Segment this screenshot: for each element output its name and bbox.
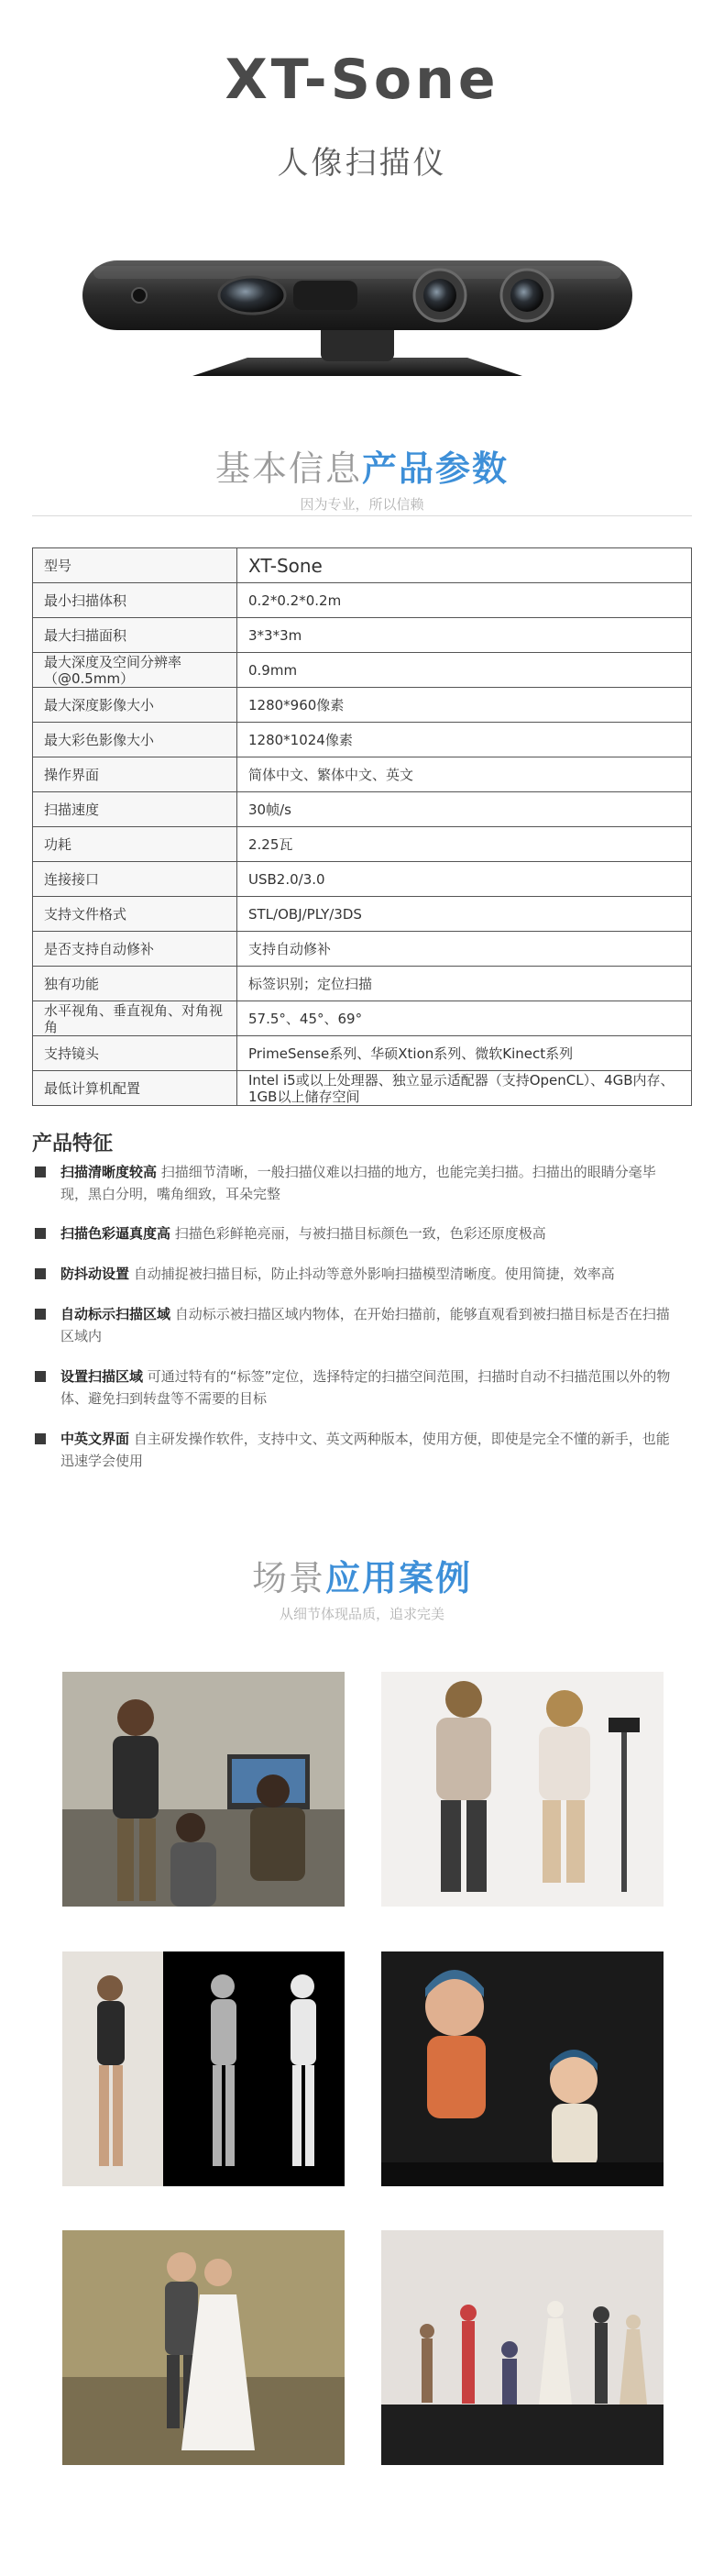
- feature-desc: 扫描色彩鲜艳亮丽，与被扫描目标颜色一致，色彩还原度极高: [174, 1225, 546, 1242]
- param-row: [33, 653, 692, 688]
- heading-accent-text: 应用案例: [325, 1558, 473, 1598]
- feature-name: 自动标示扫描区域: [60, 1306, 171, 1322]
- param-value: PrimeSense系列、华硕Xtion系列、微软Kinect系列: [237, 1036, 692, 1071]
- param-key: 最大深度影像大小: [33, 688, 237, 723]
- product-subtitle: 人像扫描仪: [277, 145, 447, 182]
- param-value: 标签识别；定位扫描: [237, 967, 692, 1001]
- param-value: 1280*960像素: [237, 688, 692, 723]
- param-row: [33, 723, 692, 757]
- feature-item: [35, 1222, 676, 1244]
- feature-desc: 可通过特有的“标签”定位，选择特定的扫描空间范围，扫描时自动不扫描范围以外的物体、避免扫到转盘等不需要的目标: [60, 1368, 671, 1407]
- param-row: [33, 1036, 692, 1071]
- bullet-square-icon: [35, 1433, 46, 1444]
- feature-desc: 扫描细节清晰，一般扫描仪难以扫描的地方，也能完美扫描。扫描出的眼睛分毫毕现，黑白分明，嘴角细致，耳朵完整: [60, 1164, 656, 1202]
- param-key: 独有功能: [33, 967, 237, 1001]
- feature-item: [35, 1303, 676, 1347]
- param-value: Intel i5或以上处理器、独立显示适配器（支持OpenCL）、4GB内存、1GB以上储存空间: [237, 1071, 692, 1106]
- param-key: 扫描速度: [33, 792, 237, 827]
- body-scan-model-photo: [62, 1951, 345, 2186]
- param-key: 水平视角、垂直视角、对角视角: [33, 1001, 237, 1036]
- param-value: 57.5°、45°、69°: [237, 1001, 692, 1036]
- param-row: [33, 967, 692, 1001]
- figurine-collection-photo: [381, 2230, 664, 2465]
- wedding-figurine-photo: [62, 2230, 345, 2465]
- param-row: [33, 792, 692, 827]
- heading-tagline: 从细节体现品质，追求完美: [279, 1606, 444, 1622]
- feature-item: [35, 1263, 676, 1285]
- basic-info-heading: [0, 440, 724, 514]
- param-value: 0.2*0.2*0.2m: [237, 583, 692, 618]
- scanning-session-photo: [62, 1672, 345, 1907]
- param-key: 连接接口: [33, 862, 237, 897]
- feature-name: 中英文界面: [60, 1431, 130, 1447]
- param-key: 支持文件格式: [33, 897, 237, 932]
- feature-desc: 自主研发操作软件，支持中文、英文两种版本，使用方便，即使是完全不懂的新手，也能迅速学会使用: [60, 1431, 670, 1469]
- param-key: 最大深度及空间分辨率（@0.5mm）: [33, 653, 237, 688]
- bullet-square-icon: [35, 1228, 46, 1239]
- bullet-square-icon: [35, 1371, 46, 1382]
- param-key: 是否支持自动修补: [33, 932, 237, 967]
- feature-item: [35, 1365, 676, 1410]
- param-row: [33, 618, 692, 653]
- param-value: 简体中文、繁体中文、英文: [237, 757, 692, 792]
- feature-desc: 自动标示被扫描区域内物体，在开始扫描前，能够直观看到被扫描目标是否在扫描区域内: [60, 1306, 670, 1344]
- bullet-square-icon: [35, 1309, 46, 1320]
- params-table: [32, 547, 692, 1106]
- feature-name: 设置扫描区域: [60, 1368, 144, 1385]
- feature-name: 防抖动设置: [60, 1266, 130, 1282]
- param-row: [33, 897, 692, 932]
- cases-heading: [0, 1550, 724, 1623]
- heading-accent-text: 产品参数: [362, 448, 510, 489]
- param-key: 功耗: [33, 827, 237, 862]
- feature-name: 扫描色彩逼真度高: [60, 1225, 171, 1242]
- param-key: 操作界面: [33, 757, 237, 792]
- divider: [32, 515, 692, 516]
- param-value: USB2.0/3.0: [237, 862, 692, 897]
- product-title: XT-Sone: [225, 48, 499, 112]
- feature-item: [35, 1161, 676, 1205]
- param-row: [33, 548, 692, 583]
- param-value: 2.25瓦: [237, 827, 692, 862]
- heading-tagline: 因为专业，所以信赖: [300, 496, 424, 513]
- printed-figures-photo: [381, 1672, 664, 1907]
- param-row: [33, 583, 692, 618]
- param-row: [33, 862, 692, 897]
- feature-desc: 自动捕捉被扫描目标，防止抖动等意外影响扫描模型清晰度。使用简捷，效率高: [133, 1266, 615, 1282]
- param-value: 1280*1024像素: [237, 723, 692, 757]
- param-key: 最大扫描面积: [33, 618, 237, 653]
- bullet-square-icon: [35, 1268, 46, 1279]
- param-key: 最大彩色影像大小: [33, 723, 237, 757]
- param-row: [33, 757, 692, 792]
- heading-muted-text: 基本信息: [214, 448, 362, 489]
- param-value: 支持自动修补: [237, 932, 692, 967]
- param-key: 最低计算机配置: [33, 1071, 237, 1106]
- param-key: 最小扫描体积: [33, 583, 237, 618]
- param-row: [33, 688, 692, 723]
- heading-muted-text: 场景: [251, 1558, 325, 1598]
- param-row: [33, 1071, 692, 1106]
- param-value: XT-Sone: [237, 548, 692, 583]
- param-key: 型号: [33, 548, 237, 583]
- param-value: 0.9mm: [237, 653, 692, 688]
- bullet-square-icon: [35, 1166, 46, 1177]
- feature-name: 扫描清晰度较高: [60, 1164, 158, 1180]
- param-value: STL/OBJ/PLY/3DS: [237, 897, 692, 932]
- param-value: 30帧/s: [237, 792, 692, 827]
- param-row: [33, 932, 692, 967]
- feature-item: [35, 1428, 676, 1472]
- param-key: 支持镜头: [33, 1036, 237, 1071]
- features-title: 产品特征: [32, 1133, 114, 1155]
- param-row: [33, 1001, 692, 1036]
- param-value: 3*3*3m: [237, 618, 692, 653]
- painted-figurines-photo: [381, 1951, 664, 2186]
- param-row: [33, 827, 692, 862]
- scanner-device-image: [73, 238, 642, 385]
